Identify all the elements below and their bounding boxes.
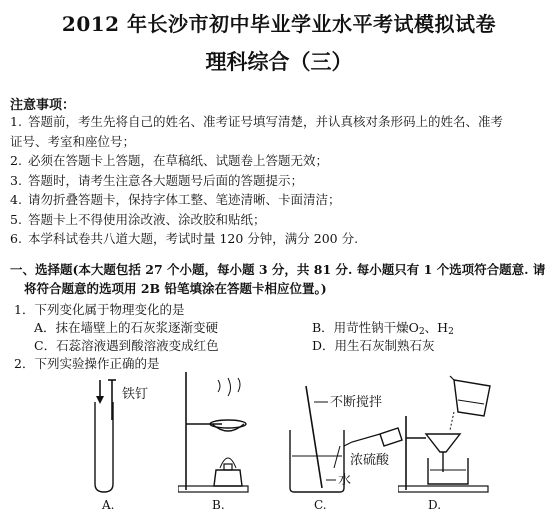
figure-a-label: A.	[102, 498, 115, 512]
question-1-option-b: B．用苛性钠干燥$O_2$、$H_2$	[312, 320, 454, 337]
question-1-option-d: D．用生石灰制熟石灰	[312, 338, 435, 353]
notice-number: 2.	[10, 153, 22, 168]
notice-item	[10, 171, 550, 191]
figure-a-test-tube	[80, 372, 160, 494]
notice-text: 请勿折叠答题卡，保持字体工整、笔迹清晰、卡面清洁；	[28, 192, 341, 207]
figure-b-label: B.	[212, 498, 225, 512]
notice-text: 必须在答题卡上答题，在草稿纸、试题卷上答题无效；	[28, 153, 329, 168]
notice-number: 1.	[10, 114, 22, 129]
exam-title: 2012 年长沙市初中毕业学业水平考试模拟试卷	[61, 12, 497, 36]
notice-text-continued: 证号、考室和座位号；	[10, 133, 136, 149]
section-heading-line2: 将符合题意的选项用 2B 铅笔填涂在答题卡相应位置。)	[24, 281, 327, 296]
figure-d-filtration	[398, 372, 518, 496]
notice-text: 答题前，考生先将自己的姓名、准考证号填写清楚，并认真核对条形码上的姓名、准考	[28, 114, 504, 129]
question-1-stem: 1．下列变化属于物理变化的是	[14, 302, 185, 317]
question-1-option-c: C．石蕊溶液遇到酸溶液变成红色	[34, 338, 219, 353]
notice-text: 答题时，请考生注意各大题题号后面的答题提示；	[28, 172, 304, 188]
question-1-option-a: A．抹在墙壁上的石灰浆逐渐变硬	[34, 320, 219, 335]
notice-number: 5.	[10, 211, 22, 227]
notice-number: 6.	[10, 231, 22, 246]
notice-heading: 注意事项：	[10, 98, 76, 113]
notice-text: 答题卡上不得使用涂改液、涂改胶和贴纸；	[28, 211, 266, 227]
figure-c-label: C.	[314, 498, 327, 512]
notice-item	[10, 229, 550, 249]
notice-item	[10, 151, 550, 171]
figure-c-water-label: 水	[338, 473, 352, 488]
figure-b-evaporation	[178, 372, 268, 496]
figure-c-stir-label: 不断搅拌	[330, 395, 383, 410]
question-2-stem: 2．下列实验操作正确的是	[14, 356, 160, 371]
exam-subtitle: 理科综合（三）	[205, 49, 353, 74]
figure-c-acid-label: 浓硫酸	[350, 453, 390, 468]
notice-item	[10, 210, 550, 230]
notice-item	[10, 190, 550, 210]
figure-a-nail-label: 铁钉	[122, 387, 149, 402]
figure-c-dilution	[282, 372, 412, 496]
notice-number: 3.	[10, 172, 22, 188]
figure-d-label: D.	[428, 498, 442, 512]
section-heading-line1: 一、选择题(本大题包括 27 个小题，每小题 3 分，共 81 分. 每小题只有 1 个选项符合题意. 请	[10, 262, 546, 277]
notice-number: 4.	[10, 192, 22, 207]
notice-item	[10, 112, 550, 132]
section-heading	[10, 260, 550, 298]
notice-list	[10, 112, 550, 249]
notice-text: 本学科试卷共八道大题，考试时量 120 分钟，满分 200 分.	[28, 231, 359, 246]
